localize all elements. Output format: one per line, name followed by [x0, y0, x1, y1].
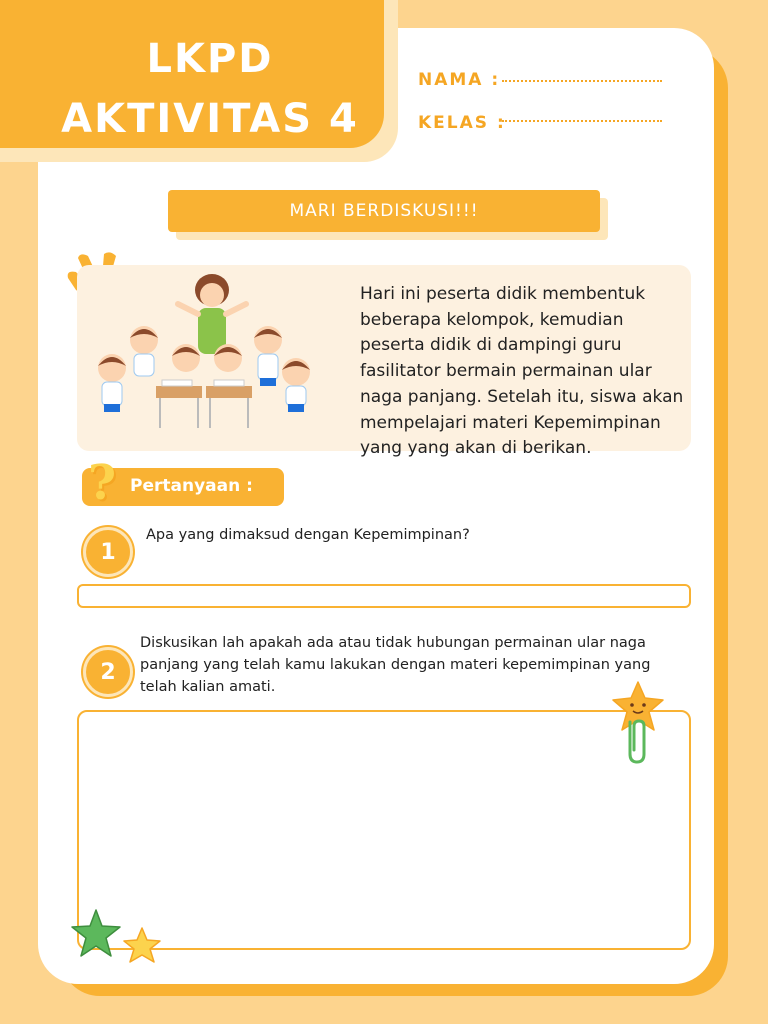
teacher-children-illustration — [82, 268, 332, 438]
question-mark-icon: ? — [88, 455, 117, 511]
discussion-banner: MARI BERDISKUSI!!! — [168, 190, 600, 232]
title-line-2: AKTIVITAS 4 — [61, 96, 359, 142]
questions-label-text: Pertanyaan : — [130, 476, 253, 496]
intro-text: Hari ini peserta didik membentuk beberapa kelompok, kemudian peserta didik di dampingi guru fasilitator bermain permainan ular naga panjang. Setelah itu, siswa akan mempelajari materi Kepemimpinan yang yang akan di berikan. — [360, 284, 684, 459]
title-line-1: LKPD — [146, 36, 274, 82]
nama-field[interactable] — [502, 80, 662, 82]
yellow-star-icon — [124, 928, 160, 962]
question-2-text: Diskusikan lah apakah ada atau tidak hubungan permainan ular naga panjang yang telah kamu lakukan dengan materi kepemimpinan yang telah kalian amati. — [140, 635, 651, 695]
nama-label: NAMA : — [418, 70, 501, 90]
decorative-stars — [70, 908, 170, 968]
kelas-label: KELAS : — [418, 113, 506, 133]
question-2-number: 2 — [83, 647, 133, 697]
kelas-field[interactable] — [502, 120, 662, 122]
question-1-text: Apa yang dimaksud dengan Kepemimpinan? — [146, 527, 470, 543]
green-star-icon — [72, 910, 120, 956]
question-1-number: 1 — [83, 527, 133, 577]
paperclip-icon — [620, 716, 652, 768]
answer-1-field[interactable] — [77, 584, 691, 608]
